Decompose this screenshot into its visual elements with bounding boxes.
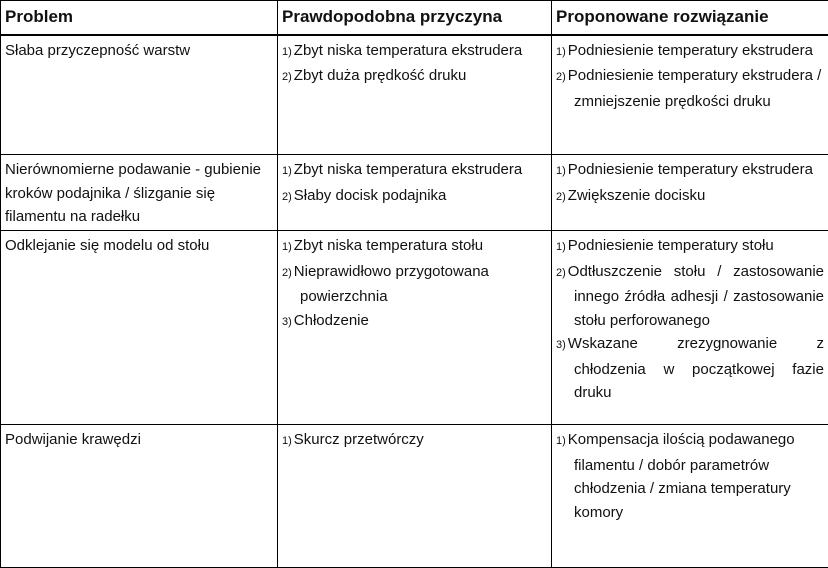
cause-cell	[278, 231, 552, 425]
solution-item: 3) Wskazane zrezygnowanie z chłodzenia w początkowej fazie druku	[556, 332, 824, 405]
table-row	[1, 231, 828, 425]
cause-cell	[278, 155, 552, 231]
header-cause: Prawdopodobna przyczyna	[278, 1, 552, 35]
cause-cell	[278, 35, 552, 155]
problem-cell: Odklejanie się modelu od stołu	[1, 231, 278, 425]
solution-item: 2) Odtłuszczenie stołu / zastosowanie innego źródła adhesji / zastosowanie stołu perforowanego	[556, 260, 824, 333]
problem-cell: Nierównomierne podawanie - gubienie kroków podajnika / ślizganie się filamentu na radełku	[1, 155, 278, 231]
solution-cell	[552, 155, 828, 231]
cause-item: 2) Słaby docisk podajnika	[282, 184, 547, 210]
solution-item: 1) Kompensacja ilością podawanego filamentu / dobór parametrów chłodzenia / zmiana temperatury komory	[556, 428, 824, 524]
header-problem: Problem	[1, 1, 278, 35]
table-row	[1, 425, 828, 568]
cause-item: 1) Zbyt niska temperatura stołu	[282, 234, 547, 260]
solution-cell	[552, 35, 828, 155]
cause-cell	[278, 425, 552, 568]
solution-cell	[552, 425, 828, 568]
cause-item: 2) Nieprawidłowo przygotowana powierzchnia	[282, 260, 547, 309]
table-row	[1, 35, 828, 155]
cause-item: 3) Chłodzenie	[282, 309, 547, 335]
solution-item: 1) Podniesienie temperatury ekstrudera	[556, 39, 824, 65]
cause-item: 1) Zbyt niska temperatura ekstrudera	[282, 158, 547, 184]
cause-item: 1) Zbyt niska temperatura ekstrudera	[282, 39, 547, 65]
table-row	[1, 155, 828, 231]
solution-cell	[552, 231, 828, 425]
solution-item: 1) Podniesienie temperatury stołu	[556, 234, 824, 260]
solution-item: 1) Podniesienie temperatury ekstrudera	[556, 158, 824, 184]
header-solution: Proponowane rozwiązanie	[552, 1, 828, 35]
problem-cell: Podwijanie krawędzi	[1, 425, 278, 568]
cause-item: 1) Skurcz przetwórczy	[282, 428, 547, 454]
solution-item: 2) Podniesienie temperatury ekstrudera / zmniejszenie prędkości druku	[556, 64, 824, 113]
solution-item: 2) Zwiększenie docisku	[556, 184, 824, 210]
problem-cell: Słaba przyczepność warstw	[1, 35, 278, 155]
cause-item: 2) Zbyt duża prędkość druku	[282, 64, 547, 90]
header-row	[1, 1, 828, 35]
